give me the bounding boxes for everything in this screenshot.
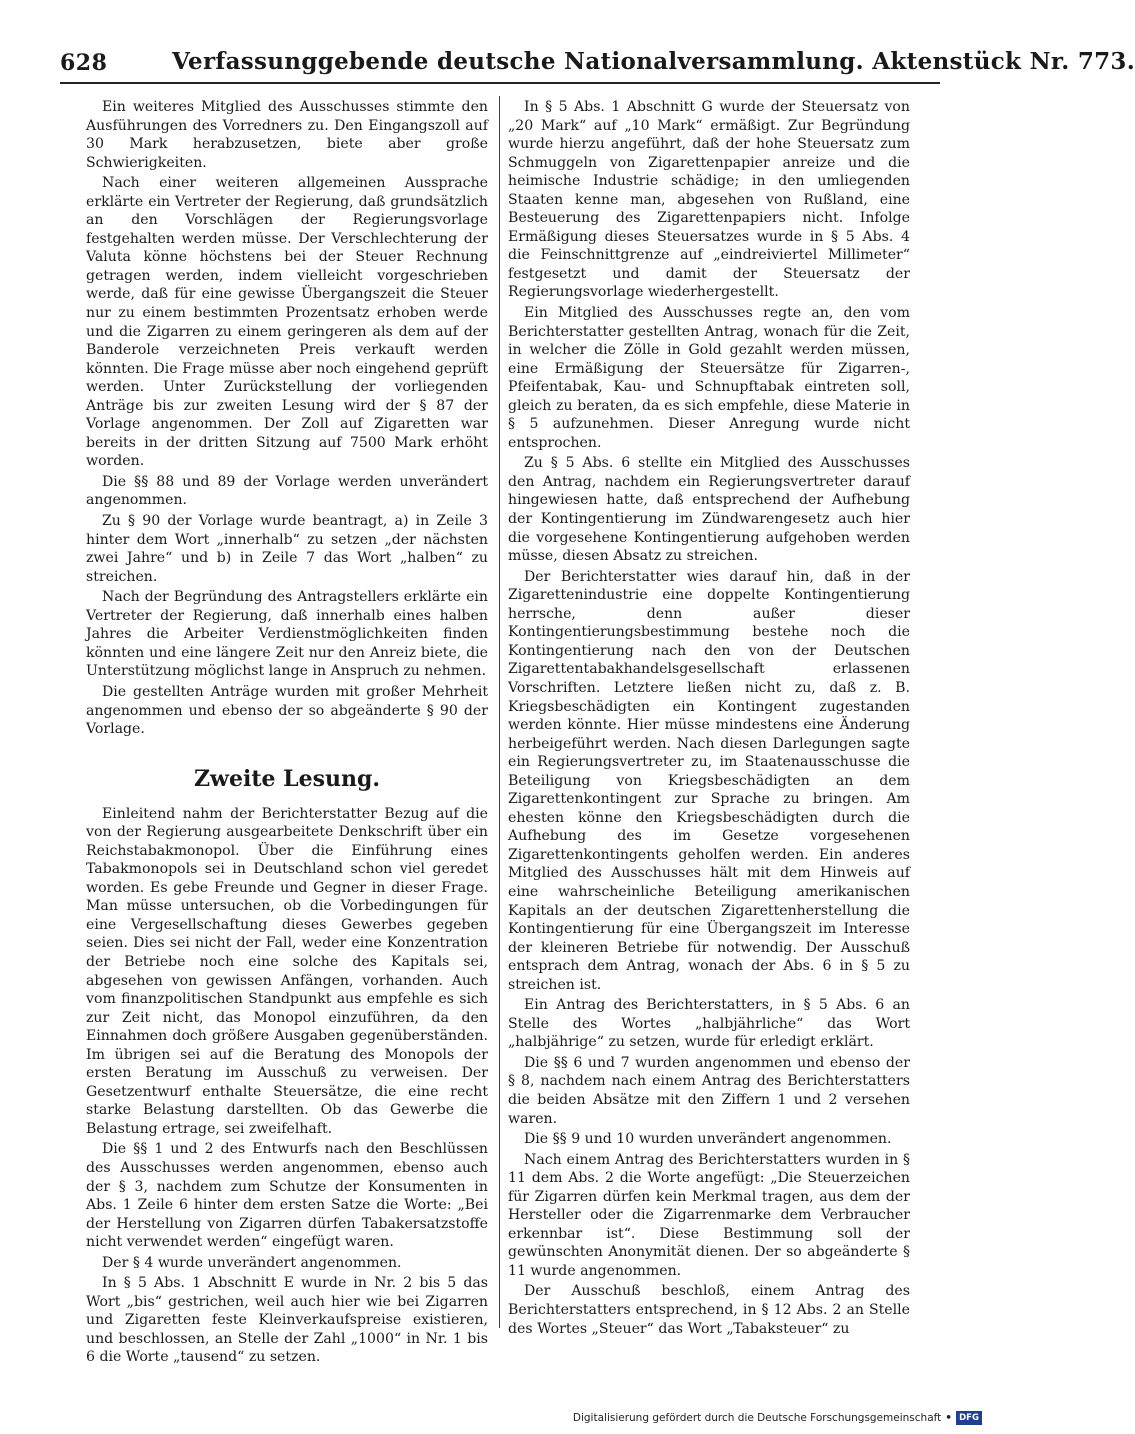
paragraph: Zu § 5 Abs. 6 stellte ein Mitglied des Ausschusses den Antrag, nachdem ein Regierungsvertreter darauf hingewiesen hatte, daß entsprechend der Aufhebung der Kontingentierung im Zündwarengesetz auch hier die vorgesehene Kontingentierung aufgehoben werden müsse, diesen Absatz zu streichen. xyxy=(508,455,910,565)
paragraph: Ein weiteres Mitglied des Ausschusses stimmte den Ausführungen des Vorredners zu. Den Eingangszoll auf 30 Mark herabzusetzen, biete aber große Schwierigkeiten. xyxy=(86,99,488,171)
paragraph: Nach der Begründung des Antragstellers erklärte ein Vertreter der Regierung, daß innerhalb eines halben Jahres die Arbeiter Verdienstmöglichkeiten finden könnten und eine längere Zeit nur den Anreiz biete, die Unterstützung möglichst lange in Anspruch zu nehmen. xyxy=(86,589,488,680)
credit-text: Digitalisierung gefördert durch die Deutsche Forschungsgemeinschaft xyxy=(572,1412,942,1424)
paragraph: Die §§ 1 und 2 des Entwurfs nach den Beschlüssen des Ausschusses werden angenommen, ebenso auch der § 3, nachdem zum Schutze der Konsumenten in Abs. 1 Zeile 6 hinter dem ersten Satze die Worte: „Bei der Herstellung von Zigarren dürfen Tabakersatzstoffe nicht verwendet werden“ eingefügt waren. xyxy=(86,1141,488,1251)
paragraph: In § 5 Abs. 1 Abschnitt G wurde der Steuersatz von „20 Mark“ auf „10 Mark“ ermäßigt. Zur Begründung wurde hierzu angeführt, daß der hohe Steuersatz zum Schmuggeln von Zigarettenpapier anreize und die heimische Industrie schädige; in den umliegenden Staaten kenne man, abgesehen von Rußland, eine Besteuerung des Zigarettenpapiers nicht. Infolge Ermäßigung dieses Steuersatzes wurde in § 5 Abs. 4 die Feinschnittgrenze auf „eindreiviertel Millimeter“ festgesetzt und damit der Steuersatz der Regierungsvorlage wiederhergestellt. xyxy=(508,99,910,301)
paragraph: Ein Mitglied des Ausschusses regte an, den vom Berichterstatter gestellten Antrag, wonach für die Zeit, in welcher die Zölle in Gold gezahlt werden müssen, eine Ermäßigung der Steuersätze für Zigarren-, Pfeifentabak, Kau- und Schnupftabak eintreten soll, gleich zu beraten, da es sich empfehle, diese Materie in § 5 aufzunehmen. Dieser Anregung wurde nicht entsprochen. xyxy=(508,305,910,451)
left-column xyxy=(86,98,488,1369)
right-column xyxy=(508,98,910,1340)
column-divider xyxy=(499,96,500,1328)
paragraph: Der Berichterstatter wies darauf hin, daß in der Zigarettenindustrie eine doppelte Kontingentierung herrsche, denn außer dieser Kontingentierungsbestimmung bestehe noch die Kontingentierung nach den von der Deutschen Zigarettentabakhandelsgesellschaft erlassenen Vorschriften. Letztere ließen nicht zu, daß z. B. Kriegsbeschädigten ein Kontingent zugestanden werden könnte. Hier müsse mindestens eine Änderung herbeigeführt werden. Nach diesen Darlegungen sagte ein Regierungsvertreter zu, im Staatenausschusse die Beteiligung von Kriegsbeschädigten an dem Zigarettenkontingent zur Sprache zu bringen. Am ehesten könne den Kriegsbeschädigten durch die Aufhebung des im Gesetze vorgesehenen Zigarettenkontingents geholfen werden. Ein anderes Mitglied des Ausschusses hält mit dem Hinweis auf eine wahrscheinliche Beteiligung amerikanischen Kapitals an der deutschen Zigarettenherstellung die Kontingentierung für eine Übergangszeit im Interesse der kleineren Betriebe für notwendig. Der Ausschuß entsprach dem Antrag, wonach der Abs. 6 in § 5 zu streichen ist. xyxy=(508,568,910,993)
separator-dot: • xyxy=(945,1412,952,1424)
paragraph: Nach einer weiteren allgemeinen Aussprache erklärte ein Vertreter der Regierung, daß grundsätzlich an den Vorschlägen der Regierungsvorlage festgehalten werden müsse. Der Verschlechterung der Valuta könne höchstens bei der Steuer Rechnung getragen werden, indem vielleicht vorgeschrieben werde, daß für eine gewisse Übergangszeit die Steuer nur zu einem bestimmten Prozentsatz erhoben werde und die Zigarren zu einem geringeren als dem auf der Banderole verzeichneten Preis verkauft werden könnten. Die Frage müsse aber noch eingehend geprüft werden. Unter Zurückstellung der vorliegenden Anträge bis zur zweiten Lesung wird der § 87 der Vorlage angenommen. Der Zoll auf Zigaretten war bereits in der dritten Sitzung auf 7500 Mark erhöht worden. xyxy=(86,175,488,470)
page-number: 628 xyxy=(60,50,108,76)
page-header xyxy=(60,48,1135,84)
digitization-credit xyxy=(573,1410,982,1426)
paragraph: Die §§ 6 und 7 wurden angenommen und ebenso der § 8, nachdem nach einem Antrag des Berichterstatters die beiden Absätze mit den Ziffern 1 und 2 versehen waren. xyxy=(508,1054,910,1127)
dfg-logo-icon: DFG xyxy=(956,1411,982,1425)
paragraph: In § 5 Abs. 1 Abschnitt E wurde in Nr. 2 bis 5 das Wort „bis“ gestrichen, weil auch hier wie bei Zigarren und Zigaretten feste Kleinverkaufspreise existieren, und beschlossen, an Stelle der Zahl „1000“ in Nr. 1 bis 6 die Worte „tausend“ zu setzen. xyxy=(86,1275,488,1366)
paragraph: Der § 4 wurde unverändert angenommen. xyxy=(102,1254,402,1271)
running-head: Verfassunggebende deutsche Nationalversammlung. Aktenstück Nr. 773. xyxy=(172,48,1135,75)
section-heading: Zweite Lesung. xyxy=(193,765,381,792)
paragraph: Die §§ 9 und 10 wurden unverändert angenommen. xyxy=(524,1131,892,1148)
paragraph: Nach einem Antrag des Berichterstatters wurden in § 11 dem Abs. 2 die Worte angefügt: „Die Steuerzeichen für Zigarren dürfen kein Merkmal tragen, aus dem der Hersteller oder die Zigarrenmarke dem Verbraucher erkennbar ist“. Diese Bestimmung soll der gewünschten Anonymität dienen. Der so abgeänderte § 11 wurde angenommen. xyxy=(508,1151,910,1279)
paragraph: Einleitend nahm der Berichterstatter Bezug auf die von der Regierung ausgearbeitete Denkschrift über ein Reichstabakmonopol. Über die Einführung eines Tabakmonopols sei in Deutschland schon viel geredet worden. Es gebe Freunde und Gegner in dieser Frage. Man müsse untersuchen, ob die Vorbedingungen für eine Vergesellschaftung dieses Gewerbes gegeben seien. Dies sei nicht der Fall, weder eine Konzentration der Betriebe noch eine solche des Kapitals sei, abgesehen von gewissen Anfängen, vorhanden. Auch vom finanzpolitischen Standpunkt aus empfehle es sich zur Zeit nicht, das Monopol einzuführen, da den Einnahmen doch größere Ausgaben gegenüberständen. Im übrigen sei auf die Beratung des Monopols der ersten Beratung im Ausschuß zu verweisen. Der Gesetzentwurf enthalte Steuersätze, die eine recht starke Belastung darstellten. Ob das Gewerbe die Belastung ertrage, sei zweifelhaft. xyxy=(86,805,488,1137)
paragraph: Die §§ 88 und 89 der Vorlage werden unverändert angenommen. xyxy=(86,473,488,509)
paragraph: Ein Antrag des Berichterstatters, in § 5 Abs. 6 an Stelle des Wortes „halbjährliche“ das Wort „halbjährige“ zu setzen, wurde für erledigt erklärt. xyxy=(508,997,910,1051)
paragraph: Zu § 90 der Vorlage wurde beantragt, a) in Zeile 3 hinter dem Wort „innerhalb“ zu setzen „der nächsten zwei Jahre“ und b) in Zeile 7 das Wort „halben“ zu streichen. xyxy=(86,513,488,585)
paragraph: Die gestellten Anträge wurden mit großer Mehrheit angenommen und ebenso der so abgeänderte § 90 der Vorlage. xyxy=(86,683,488,738)
paragraph: Der Ausschuß beschloß, einem Antrag des Berichterstatters entsprechend, in § 12 Abs. 2 an Stelle des Wortes „Steuer“ das Wort „Tabaksteuer“ zu xyxy=(508,1283,910,1337)
